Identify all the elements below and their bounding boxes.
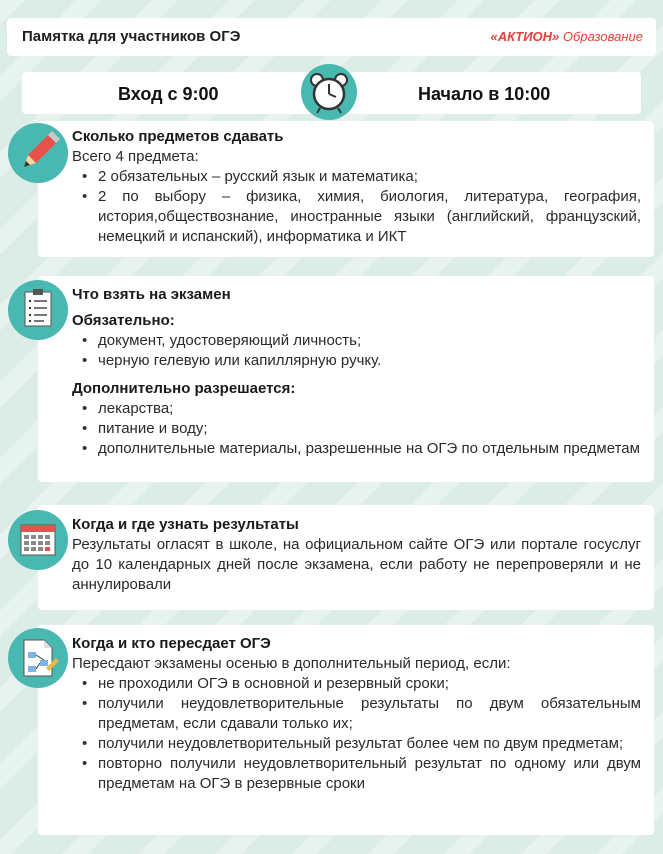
- required-label: Обязательно:: [72, 312, 175, 329]
- list-item: • питание и воду;: [98, 419, 641, 439]
- start-time: Начало в 10:00: [418, 84, 551, 104]
- checklist-icon: [8, 280, 68, 340]
- list-item: • лекарства;: [98, 399, 641, 419]
- diagram-document-icon: [8, 628, 68, 688]
- alarm-clock-icon: [301, 64, 357, 120]
- section-what-to-bring: [72, 285, 641, 459]
- page-title: Памятка для участников ОГЭ: [22, 28, 241, 45]
- section-title: Сколько предметов сдавать: [72, 128, 284, 145]
- list-item: • повторно получили неудовлетворительный результат по одному или двум предметам на ОГЭ в резервные сроки: [98, 754, 641, 794]
- list-item: • получили неудовлетворительный результат более чем по двум предметам;: [98, 734, 641, 754]
- list-item: • 2 по выбору – физика, химия, биология, литература, география, история,обществознание, иностранные языки (английский, французский, немецкий и испанский), информатика и ИКТ: [98, 187, 641, 247]
- list-item: • документ, удостоверяющий личность;: [98, 331, 641, 351]
- list-item: • получили неудовлетворительные результаты по двум обязательным предметам, если сдавали только их;: [98, 694, 641, 734]
- section-title: Когда и где узнать результаты: [72, 516, 299, 533]
- subjects-list: [72, 167, 641, 247]
- retake-list: [72, 674, 641, 794]
- section-intro: Пересдают экзамены осенью в дополнительный период, если:: [72, 655, 511, 672]
- allowed-label: Дополнительно разрешается:: [72, 380, 296, 397]
- section-subjects: [72, 127, 641, 247]
- section-intro: Всего 4 предмета:: [72, 148, 199, 165]
- entry-time: Вход с 9:00: [118, 84, 219, 104]
- list-item: • черную гелевую или капиллярную ручку.: [98, 351, 641, 371]
- section-results: [72, 515, 641, 595]
- list-item: • дополнительные материалы, разрешенные на ОГЭ по отдельным предметам: [98, 439, 641, 459]
- section-title: Что взять на экзамен: [72, 286, 231, 303]
- section-retake: [72, 634, 641, 794]
- section-title: Когда и кто пересдает ОГЭ: [72, 635, 271, 652]
- allowed-list: [72, 399, 641, 459]
- brand-sub: Образование: [562, 29, 643, 44]
- brand-logo: [491, 29, 644, 44]
- list-item: • не проходили ОГЭ в основной и резервный сроки;: [98, 674, 641, 694]
- pencil-icon: [8, 123, 68, 183]
- brand-main: «АКТИОН»: [490, 29, 560, 44]
- section-text: Результаты огласят в школе, на официальном сайте ОГЭ или портале госуслуг до 10 календарных дней после экзамена, если работу не перепроверяли и не аннулировали: [72, 536, 641, 593]
- calendar-icon: [8, 510, 68, 570]
- required-list: [72, 331, 641, 371]
- list-item: • 2 обязательных – русский язык и математика;: [98, 167, 641, 187]
